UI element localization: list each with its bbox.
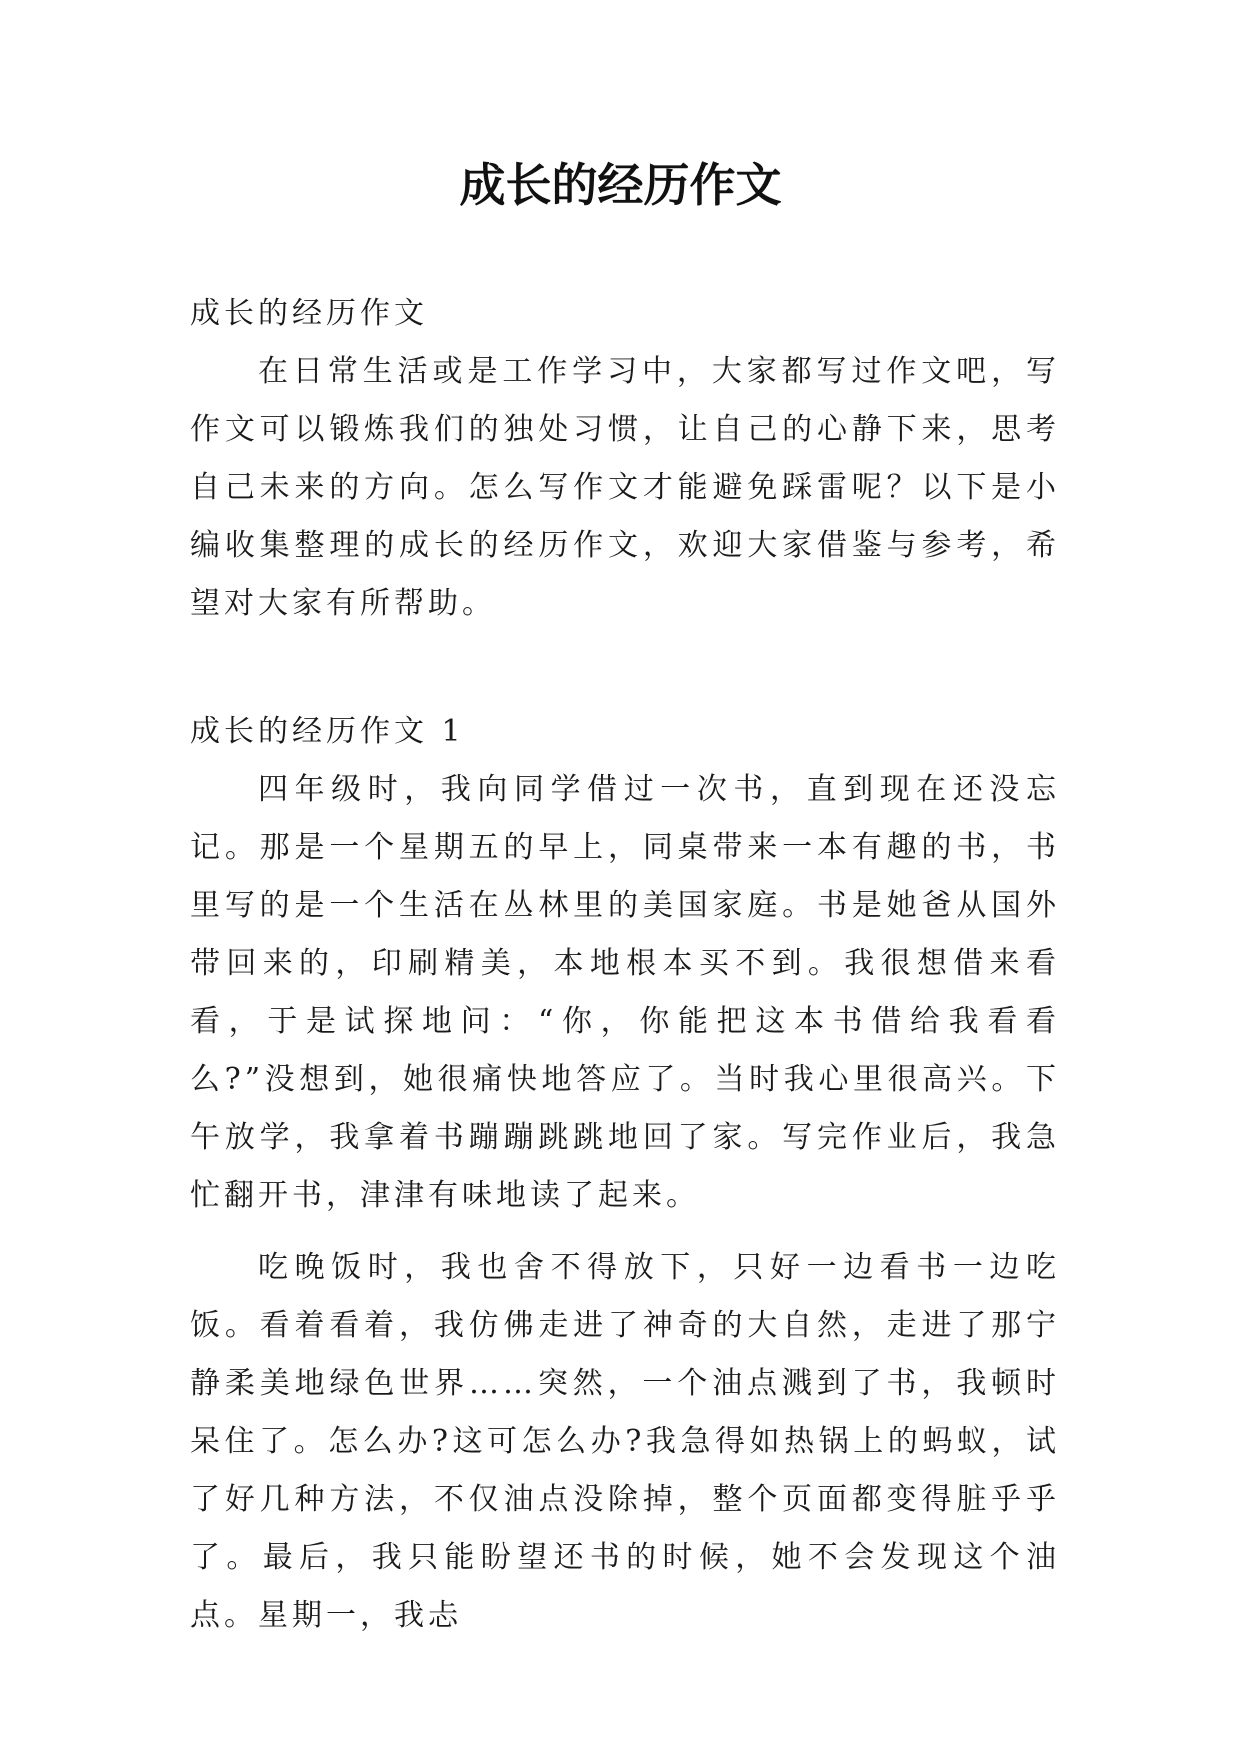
document-body [190, 285, 1060, 1645]
section-1-paragraph-2: 吃晚饭时，我也舍不得放下，只好一边看书一边吃饭。看着看着，我仿佛走进了神奇的大自然，走进了那宁静柔美地绿色世界……突然，一个油点溅到了书，我顿时呆住了。怎么办?这可怎么办?我急得如热锅上的蚂蚁，试了好几种方法，不仅油点没除掉，整个页面都变得脏乎乎了。最后，我只能盼望还书的时候，她不会发现这个油点。星期一，我忐 [190, 1250, 1060, 1633]
intro-heading: 成长的经历作文 [190, 296, 428, 331]
section-spacer [190, 633, 1060, 703]
intro-paragraph: 在日常生活或是工作学习中，大家都写过作文吧，写作文可以锻炼我们的独处习惯，让自己的心静下来，思考自己未来的方向。怎么写作文才能避免踩雷呢？以下是小编收集整理的成长的经历作文，欢迎大家借鉴与参考，希望对大家有所帮助。 [190, 354, 1060, 621]
document-title: 成长的经历作文 [459, 158, 782, 212]
section-1-paragraph-1: 四年级时，我向同学借过一次书，直到现在还没忘记。那是一个星期五的早上，同桌带来一本有趣的书，书里写的是一个生活在丛林里的美国家庭。书是她爸从国外带回来的，印刷精美，本地根本买不到。我很想借来看看，于是试探地问：“你，你能把这本书借给我看看么?”没想到，她很痛快地答应了。当时我心里很高兴。下午放学，我拿着书蹦蹦跳跳地回了家。写完作业后，我急忙翻开书，津津有味地读了起来。 [190, 772, 1060, 1213]
paragraph-spacer [190, 1225, 1060, 1239]
section-1-heading: 成长的经历作文 1 [190, 714, 465, 749]
